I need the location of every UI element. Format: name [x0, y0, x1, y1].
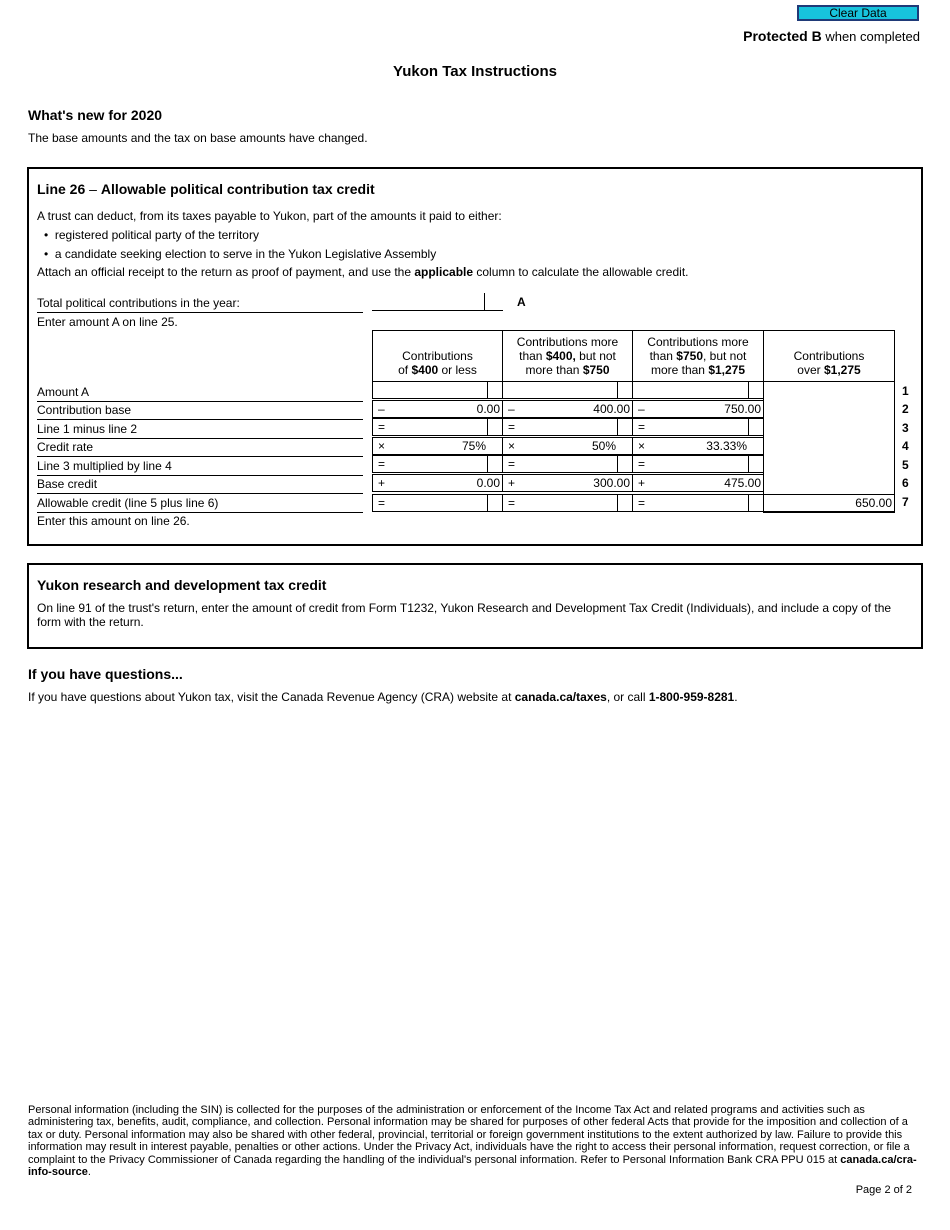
column-header-400-to-750: [502, 330, 633, 382]
plus-sign: +: [638, 476, 646, 490]
col2-credit-rate: [502, 437, 633, 455]
col3-allowable-credit-input[interactable]: [632, 494, 764, 512]
line-number-4: 4: [902, 439, 909, 453]
times-sign: ×: [508, 439, 516, 453]
col1-contribution-base: [372, 400, 503, 418]
col2-line3-input[interactable]: [502, 418, 633, 436]
col1-l2-bold: $400: [411, 363, 439, 377]
amount-a-letter: A: [517, 295, 526, 309]
privacy-notice: [28, 1104, 920, 1178]
cra-phone-number: 1-800-959-8281: [648, 690, 735, 704]
row-label-credit-rate: Credit rate: [37, 439, 363, 457]
cra-info-source-link[interactable]: canada.ca/cra-info-source: [28, 1153, 917, 1179]
col1-line1: Contributions: [402, 349, 473, 363]
col2-contribution-base: [502, 400, 633, 418]
cents-separator: [748, 494, 749, 512]
cents-separator: [617, 455, 618, 473]
col2-allowable-credit-input[interactable]: [502, 494, 633, 512]
col1-base-credit: [372, 474, 503, 492]
col2-rate-value: 50%: [591, 439, 616, 453]
line-number-1: 1: [902, 384, 909, 398]
row-label-contribution-base: Contribution base: [37, 402, 363, 420]
cents-separator: [748, 455, 749, 473]
total-contributions-label: Total political contributions in the year:: [37, 295, 363, 313]
col4-line1: Contributions: [793, 349, 865, 363]
questions-text-pre: If you have questions about Yukon tax, visit the Canada Revenue Agency (CRA) website at: [28, 690, 515, 704]
times-sign: ×: [638, 439, 646, 453]
line-number-2: 2: [902, 402, 909, 416]
cents-separator: [487, 418, 488, 436]
line-number-7: 7: [902, 495, 909, 509]
col3-line5-input[interactable]: [632, 455, 764, 473]
col2-line1: Contributions more: [516, 335, 619, 349]
line-number-3: 3: [902, 421, 909, 435]
col2-base-credit: [502, 474, 633, 492]
cents-separator: [487, 455, 488, 473]
col1-line3-input[interactable]: [372, 418, 503, 436]
page-title: Yukon Tax Instructions: [393, 63, 557, 80]
line26-bullet-2-text: a candidate seeking election to serve in the Yukon Legislative Assembly: [54, 247, 437, 261]
col3-base-credit-value: 475.00: [724, 476, 761, 490]
cents-separator: [484, 293, 485, 310]
page-number: Page 2 of 2: [855, 1184, 912, 1196]
cents-separator: [748, 418, 749, 436]
column-header-400-or-less: [372, 330, 503, 382]
privacy-notice-end: .: [87, 1166, 91, 1179]
attach-text-pre: Attach an official receipt to the return as proof of payment, and use the: [37, 265, 415, 279]
questions-text-post: .: [734, 690, 738, 704]
cents-separator: [617, 418, 618, 436]
col2-base-credit-value: 300.00: [593, 476, 630, 490]
equals-sign: =: [638, 496, 646, 510]
col3-l3-pre: more than: [650, 363, 709, 377]
col3-credit-rate: [632, 437, 764, 455]
plus-sign: +: [378, 476, 386, 490]
rnd-heading: Yukon research and development tax credit: [37, 577, 327, 593]
row-label-base-credit: Base credit: [37, 476, 363, 494]
equals-sign: =: [638, 457, 646, 471]
col3-l2-post: , but not: [703, 349, 747, 363]
bullet-dot-icon: •: [44, 228, 55, 242]
col1-base-value: 0.00: [476, 402, 500, 416]
col3-line3: [647, 363, 748, 377]
attach-text-bold: applicable: [414, 265, 474, 279]
clear-data-button[interactable]: Clear Data: [797, 5, 919, 21]
col1-rate-value: 75%: [461, 439, 486, 453]
line26-heading-dash: –: [85, 181, 101, 197]
questions-text-mid: , or call: [606, 690, 649, 704]
col1-amount-a-input[interactable]: [372, 381, 503, 399]
line26-intro: A trust can deduct, from its taxes payable to Yukon, part of the amounts it paid to either:: [37, 209, 502, 223]
col4-line2: [794, 363, 865, 377]
protected-b-label: Protected B: [743, 28, 822, 44]
minus-sign: –: [508, 402, 515, 416]
col3-l3-bold: $1,275: [708, 363, 746, 377]
line-number-5: 5: [902, 458, 909, 472]
col1-l2-post: or less: [438, 363, 477, 377]
col1-line5-input[interactable]: [372, 455, 503, 473]
col1-l2-pre: of: [398, 363, 412, 377]
enter-line26-note: Enter this amount on line 26.: [37, 514, 190, 528]
equals-sign: =: [378, 457, 386, 471]
line26-bullet-1-text: registered political party of the territory: [54, 228, 259, 242]
equals-sign: =: [508, 420, 516, 434]
row-label-allowable-credit: Allowable credit (line 5 plus line 6): [37, 495, 363, 513]
col2-amount-a-input[interactable]: [502, 381, 633, 399]
equals-sign: =: [378, 420, 386, 434]
col3-l2-pre: than: [649, 349, 677, 363]
minus-sign: –: [378, 402, 385, 416]
col3-base-value: 750.00: [724, 402, 761, 416]
col2-l2-bold: $400,: [545, 349, 576, 363]
col2-line3: [517, 363, 618, 377]
col2-line5-input[interactable]: [502, 455, 633, 473]
col3-line2: [647, 349, 748, 363]
attach-text-post: column to calculate the allowable credit.: [473, 265, 689, 279]
cra-taxes-link[interactable]: canada.ca/taxes: [514, 690, 607, 704]
whats-new-text: The base amounts and the tax on base amounts have changed.: [28, 131, 368, 145]
cents-separator: [617, 381, 618, 399]
col3-contribution-base: [632, 400, 764, 418]
row-label-amount-a: Amount A: [37, 384, 363, 402]
col2-line2: [517, 349, 618, 363]
protected-when-completed: when completed: [821, 29, 920, 44]
col1-line2: [398, 363, 477, 377]
column-header-over-1275: [763, 330, 895, 382]
row-label-line3-times-line4: Line 3 multiplied by line 4: [37, 458, 363, 476]
col4-l2-pre: over: [797, 363, 824, 377]
cents-separator: [487, 494, 488, 512]
line26-attach-text: [37, 265, 688, 279]
bullet-dot-icon: •: [44, 247, 55, 261]
col2-l3-pre: more than: [525, 363, 583, 377]
minus-sign: –: [638, 402, 645, 416]
cents-separator: [617, 494, 618, 512]
col2-l3-bold: $750: [582, 363, 610, 377]
rnd-text: On line 91 of the trust's return, enter the amount of credit from Form T1232, Yukon Research and Development Tax Credit (Individuals), and include a copy of the form with the return.: [37, 601, 892, 629]
line26-bullet-1: [44, 228, 259, 242]
whats-new-heading: What's new for 2020: [28, 107, 163, 123]
col3-line1: Contributions more: [647, 335, 749, 349]
col3-base-credit: [632, 474, 764, 492]
col2-l2-post: but not: [575, 349, 616, 363]
col4-allowable-credit: [763, 494, 895, 512]
equals-sign: =: [508, 457, 516, 471]
line26-heading-prefix: Line 26: [37, 181, 86, 197]
questions-text: [28, 690, 738, 704]
col1-credit-rate: [372, 437, 503, 455]
line26-heading: [37, 181, 375, 197]
protected-b-notice: [743, 28, 920, 44]
col3-amount-a-input[interactable]: [632, 381, 764, 399]
equals-sign: =: [508, 496, 516, 510]
equals-sign: =: [638, 420, 646, 434]
privacy-notice-text: Personal information (including the SIN) is collected for the purposes of the administration or enforcement of the Income Tax Act and related programs and activities such as administering tax, benefits, audit, compliance, and collection. Personal information may be shared for purposes of other federal Acts that provide for the imposition and collection of a tax or duty. Personal information may also be shared with other federal, provincial, territorial or foreign government institutions to the extent authorized by law. Failure to provide this information may result in interest payable, penalties or other actions. Under the Privacy Act, individuals have the right to access their personal information, request correction, or file a complaint to the Privacy Commissioner of Canada regarding the handling of the individual's personal information. Refer to Personal Information Bank CRA PPU 015 at: [28, 1104, 910, 1166]
line-number-6: 6: [902, 476, 909, 490]
plus-sign: +: [508, 476, 516, 490]
col3-rate-value: 33.33%: [706, 439, 747, 453]
row-label-line1-minus-line2: Line 1 minus line 2: [37, 421, 363, 439]
cents-separator: [487, 381, 488, 399]
col4-max-credit-value: 650.00: [855, 496, 892, 510]
col3-l2-bold: $750: [676, 349, 703, 363]
equals-sign: =: [378, 496, 386, 510]
cents-separator: [748, 381, 749, 399]
total-contributions-input[interactable]: [372, 293, 503, 311]
line26-heading-title: Allowable political contribution tax credit: [100, 181, 375, 197]
line26-bullet-2: [44, 247, 436, 261]
times-sign: ×: [378, 439, 386, 453]
questions-heading: If you have questions...: [28, 666, 183, 682]
col1-allowable-credit-input[interactable]: [372, 494, 503, 512]
col2-l2-pre: than: [519, 349, 546, 363]
enter-amount-a-note: Enter amount A on line 25.: [37, 315, 178, 329]
column-header-750-to-1275: [632, 330, 764, 382]
col2-base-value: 400.00: [593, 402, 630, 416]
col1-base-credit-value: 0.00: [476, 476, 500, 490]
col3-line3-input[interactable]: [632, 418, 764, 436]
col4-l2-bold: $1,275: [823, 363, 861, 377]
